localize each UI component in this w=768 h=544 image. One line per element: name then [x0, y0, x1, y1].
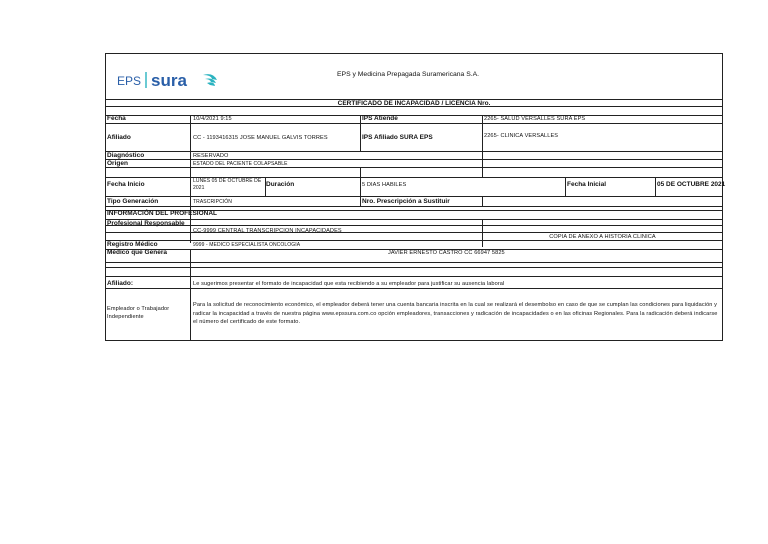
- medico-genera-value: JAVIER ERNESTO CASTRO CC 66947 5825: [388, 250, 505, 256]
- profesional-section-label: INFORMACIÓN DEL PROFESIONAL: [107, 210, 218, 217]
- empleador-text: Para la solicitud de reconocimiento económico, el empleador deberá tener una cuenta bancaria inscrita en la cual se realizará el desembolso en caso de que se cumplan las condiciones para liquidación y radicar la incapacidad a través de nuestra página www.epssura.com.co opción empleadores, transacciones y radicación de incapacidades o en las oficinas Regionales. Para la radicación deberá indicarse el número del certificado de este formato.: [193, 302, 718, 325]
- duracion-label: Duración: [266, 181, 295, 188]
- duracion-value: 5 DIAS HABILES: [362, 182, 407, 188]
- ips-atiende-label: IPS Atiende: [362, 115, 398, 122]
- logo-sura-text: sura: [151, 71, 187, 90]
- certificate-border: [105, 53, 726, 341]
- logo-eps-text: EPS: [117, 74, 142, 88]
- empleador-label: Empleador o Trabajador Independiente: [107, 306, 170, 320]
- eps-sura-logo: [117, 68, 237, 92]
- ips-afiliado-value: 2265- CLINICA VERSALLES: [484, 133, 559, 139]
- afiliado-note-label: Afiliado:: [107, 280, 133, 287]
- fecha-inicial-label: Fecha Inicial: [567, 181, 607, 188]
- diagnostico-label: Diagnóstico: [107, 152, 145, 159]
- fecha-inicial-value: 05 DE OCTUBRE 2021: [657, 181, 726, 188]
- nro-prescripcion-label: Nro. Prescripción a Sustituir: [362, 198, 450, 205]
- registro-medico-label: Registro Médico: [107, 241, 158, 248]
- fecha-label: Fecha: [107, 115, 126, 122]
- profesional-value: CC-9999 CENTRAL TRANSCRIPCION INCAPACIDADES: [193, 228, 342, 234]
- afiliado-label: Afiliado: [107, 134, 131, 141]
- tipo-generacion-value: TRASCRIPCIÓN: [193, 199, 232, 205]
- ips-afiliado-label: IPS Afiliado SURA EPS: [362, 134, 433, 141]
- diagnostico-value: RESERVADO: [193, 153, 229, 159]
- fecha-value: 10/4/2021 9:15: [193, 116, 232, 122]
- registro-medico-value: 9999 - MEDICO ESPECIALISTA ONCOLOGIA: [193, 242, 301, 248]
- ips-atiende-value: 2265- SALUD VERSALLES SURA EPS: [484, 116, 586, 122]
- afiliado-value: CC - 1193416315 JOSE MANUEL GALVIS TORRES: [193, 135, 328, 141]
- medico-genera-label: Médico que Genera: [107, 249, 167, 256]
- profesional-label: Profesional Responsable: [107, 220, 185, 227]
- company-name: EPS y Medicina Prepagada Suramericana S.A.: [337, 71, 480, 78]
- origen-label: Origen: [107, 160, 128, 167]
- afiliado-note-text: Le sugerimos presentar el formato de incapacidad que esta recibiendo a su empleador para justificar su ausencia laboral: [193, 281, 505, 287]
- tipo-generacion-label: Tipo Generación: [107, 198, 159, 205]
- certificate-title: CERTIFICADO DE INCAPACIDAD / LICENCIA Nro.: [337, 100, 491, 107]
- certificate-sheet: [105, 53, 726, 341]
- fecha-inicio-label: Fecha Inicio: [107, 181, 145, 188]
- copia-historia-clinica: COPIA DE ANEXO A HISTORIA CLINICA: [549, 234, 656, 240]
- origen-value: ESTADO DEL PACIENTE COLAPSABLE: [193, 161, 288, 167]
- fecha-inicio-value: LUNES 05 DE OCTUBRE DE 2021: [193, 178, 262, 191]
